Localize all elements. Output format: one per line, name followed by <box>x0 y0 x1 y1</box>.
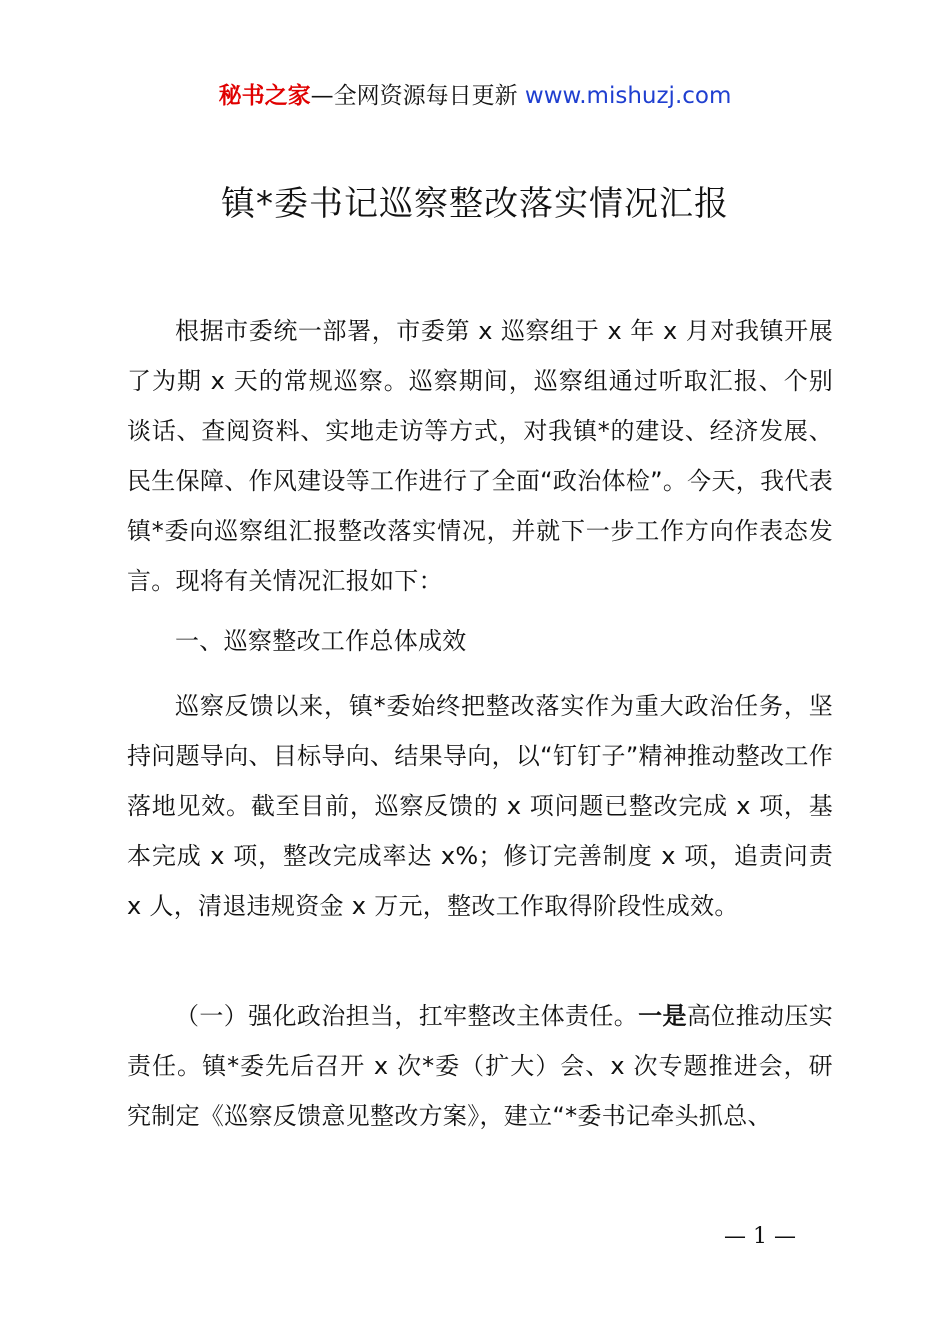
brand-name: 秘书之家 <box>218 83 311 109</box>
document-title: 镇*委书记巡察整改落实情况汇报 <box>221 184 729 224</box>
section1-heading: 一、巡察整改工作总体成效 <box>175 627 467 655</box>
site-watermark-header <box>0 80 950 112</box>
slogan: —全网资源每日更新 <box>310 83 518 109</box>
section1-paragraph <box>127 681 833 931</box>
intro-paragraph <box>127 306 833 606</box>
section1-text: 巡察反馈以来，镇*委始终把整改落实作为重大政治任务，坚持问题导向、目标导向、结果导向，以“钉钉子”精神推动整改工作落地见效。截至目前，巡察反馈的 x 项问题已整改完成 x 项，基本完成 x 项，整改完成率达 x%；修订完善制度 x 项，追责问责 x 人，清退违规资金 x 万元，整改工作取得阶段性成效。 <box>127 692 833 920</box>
intro-text: 根据市委统一部署，市委第 x 巡察组于 x 年 x 月对我镇开展了为期 x 天的常规巡察。巡察期间，巡察组通过听取汇报、个别谈话、查阅资料、实地走访等方式，对我镇*的建设、经济发展、民生保障、作风建设等工作进行了全面“政治体检”。今天，我代表镇*委向巡察组汇报整改落实情况，并就下一步工作方向作表态发言。现将有关情况汇报如下： <box>127 317 833 595</box>
page-number: — 1 — <box>724 1224 796 1249</box>
subsection1-bold-marker: 一是 <box>638 1002 687 1030</box>
subsection1-rest: 高位推动压实责任。镇*委先后召开 x 次*委（扩大）会、x 次专题推进会，研究制定《巡察反馈意见整改方案》，建立“*委书记牵头抓总、 <box>127 1002 833 1130</box>
subsection1-text <box>127 991 833 1141</box>
site-url: www.mishuzj.com <box>524 83 732 109</box>
subsection1-lead: （一）强化政治担当，扛牢整改主体责任。 <box>175 1002 639 1030</box>
section-heading <box>127 616 833 666</box>
subsection1-paragraph <box>127 991 833 1141</box>
